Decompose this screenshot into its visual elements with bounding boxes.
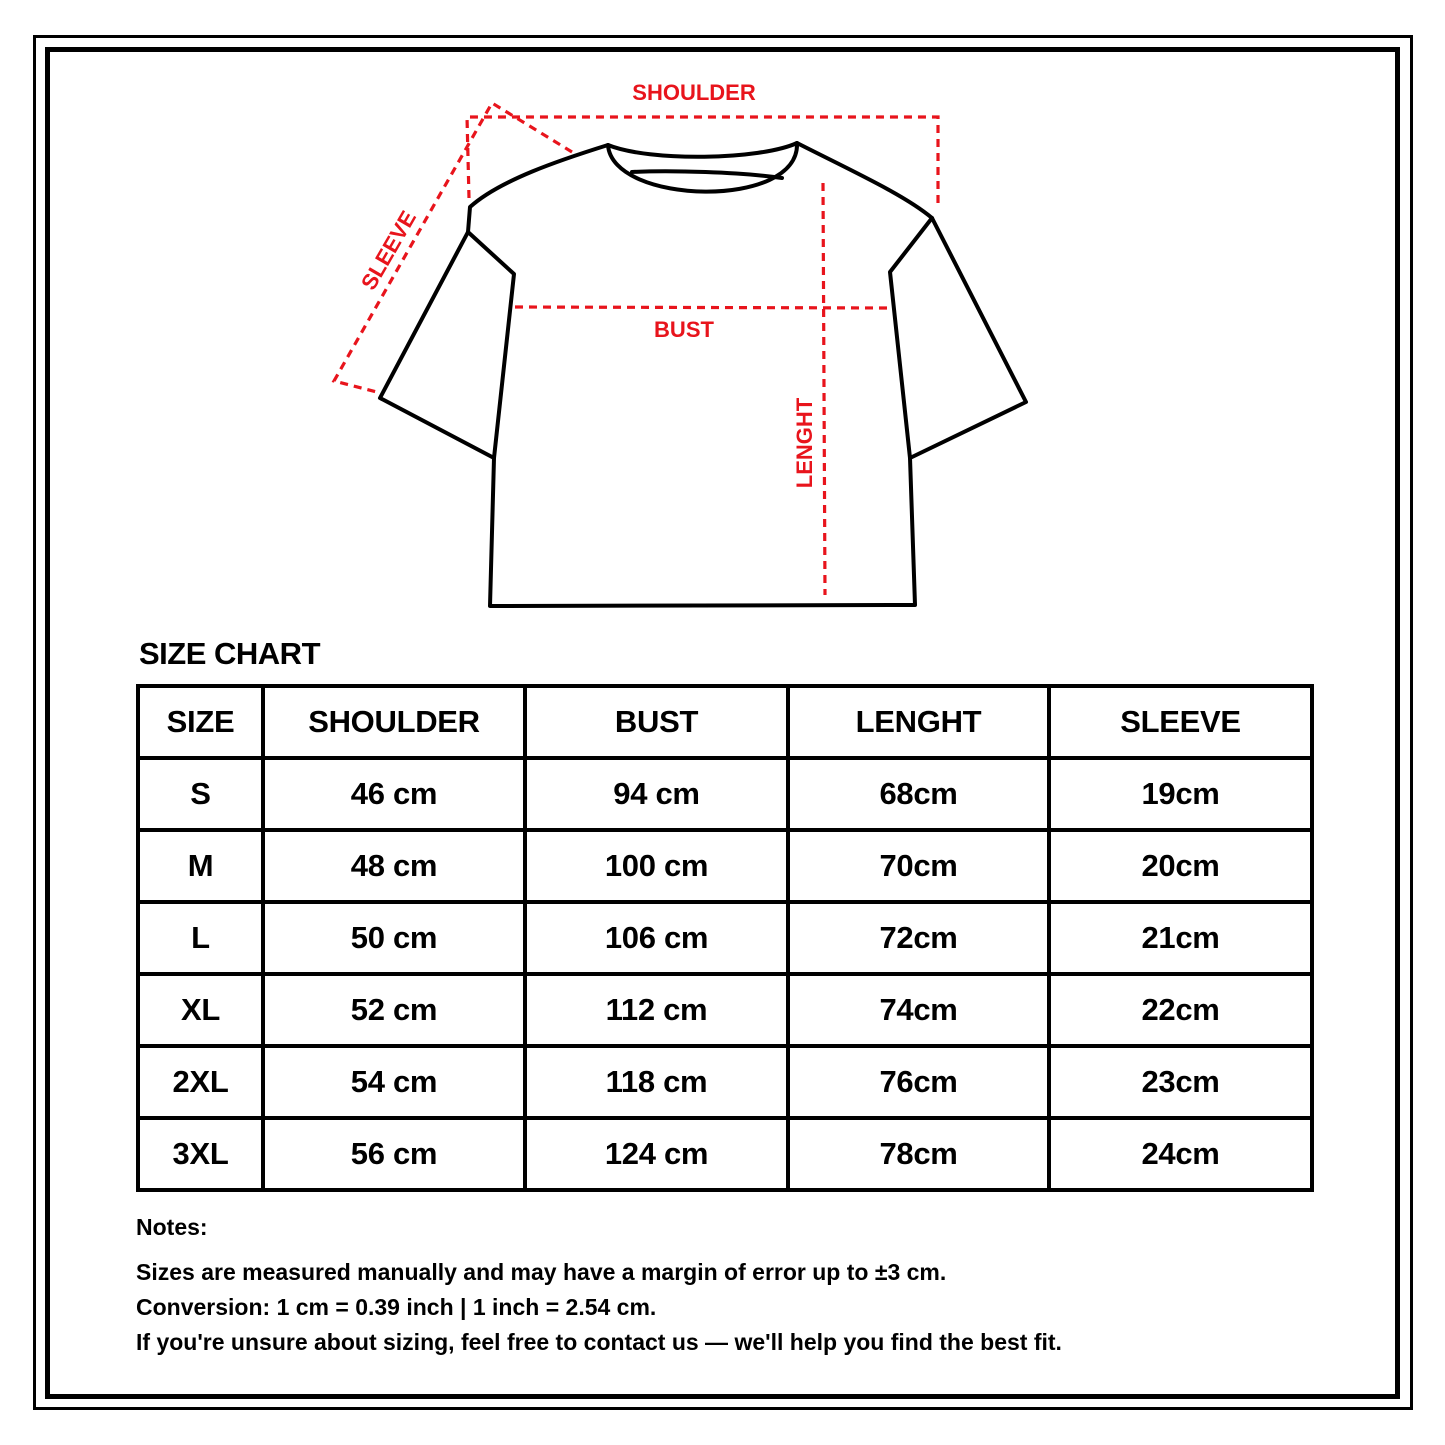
notes-section (136, 1210, 1336, 1360)
shoulder-cell: 52 cm (263, 974, 525, 1046)
header-bust: BUST (525, 686, 788, 758)
length-cell: 76cm (788, 1046, 1049, 1118)
note-line: Sizes are measured manually and may have a margin of error up to ±3 cm. (136, 1259, 947, 1285)
sleeve-cell: 22cm (1049, 974, 1312, 1046)
size-chart-title: SIZE CHART (139, 636, 320, 671)
note-line: If you're unsure about sizing, feel free to contact us — we'll help you find the best fit. (136, 1329, 1062, 1355)
sleeve-cell: 23cm (1049, 1046, 1312, 1118)
sleeve-cell: 20cm (1049, 830, 1312, 902)
table-row (138, 902, 1312, 974)
length-cell: 74cm (788, 974, 1049, 1046)
length-cell: 78cm (788, 1118, 1049, 1190)
length-cell: 70cm (788, 830, 1049, 902)
shoulder-cell: 48 cm (263, 830, 525, 902)
shoulder-cell: 56 cm (263, 1118, 525, 1190)
bust-label: BUST (654, 317, 714, 342)
bust-cell: 124 cm (525, 1118, 788, 1190)
shoulder-cell: 50 cm (263, 902, 525, 974)
bust-line (515, 307, 890, 308)
header-size: SIZE (138, 686, 263, 758)
sleeve-cell: 21cm (1049, 902, 1312, 974)
header-length: LENGHT (788, 686, 1049, 758)
notes-heading: Notes: (136, 1214, 208, 1240)
sleeve-label: SLEEVE (355, 206, 422, 295)
shoulder-label: SHOULDER (632, 80, 756, 105)
table-row (138, 830, 1312, 902)
bust-cell: 118 cm (525, 1046, 788, 1118)
length-cell: 68cm (788, 758, 1049, 830)
shoulder-cell: 46 cm (263, 758, 525, 830)
tshirt-diagram (0, 0, 1445, 640)
bust-cell: 106 cm (525, 902, 788, 974)
size-cell: XL (138, 974, 263, 1046)
size-chart-table (136, 684, 1314, 1192)
size-cell: 2XL (138, 1046, 263, 1118)
sleeve-cell: 24cm (1049, 1118, 1312, 1190)
header-shoulder: SHOULDER (263, 686, 525, 758)
table-row (138, 1118, 1312, 1190)
size-cell: M (138, 830, 263, 902)
header-sleeve: SLEEVE (1049, 686, 1312, 758)
bust-cell: 112 cm (525, 974, 788, 1046)
length-cell: 72cm (788, 902, 1049, 974)
bust-cell: 94 cm (525, 758, 788, 830)
bust-cell: 100 cm (525, 830, 788, 902)
table-row (138, 974, 1312, 1046)
tshirt-outline (380, 143, 1026, 606)
sleeve-line (334, 103, 572, 392)
length-line (823, 183, 825, 595)
note-line: Conversion: 1 cm = 0.39 inch | 1 inch = 2.54 cm. (136, 1294, 657, 1320)
size-cell: 3XL (138, 1118, 263, 1190)
sleeve-cell: 19cm (1049, 758, 1312, 830)
length-label: LENGHT (792, 397, 817, 489)
table-row (138, 758, 1312, 830)
table-header-row (138, 686, 1312, 758)
size-cell: L (138, 902, 263, 974)
size-cell: S (138, 758, 263, 830)
table-row (138, 1046, 1312, 1118)
shoulder-cell: 54 cm (263, 1046, 525, 1118)
